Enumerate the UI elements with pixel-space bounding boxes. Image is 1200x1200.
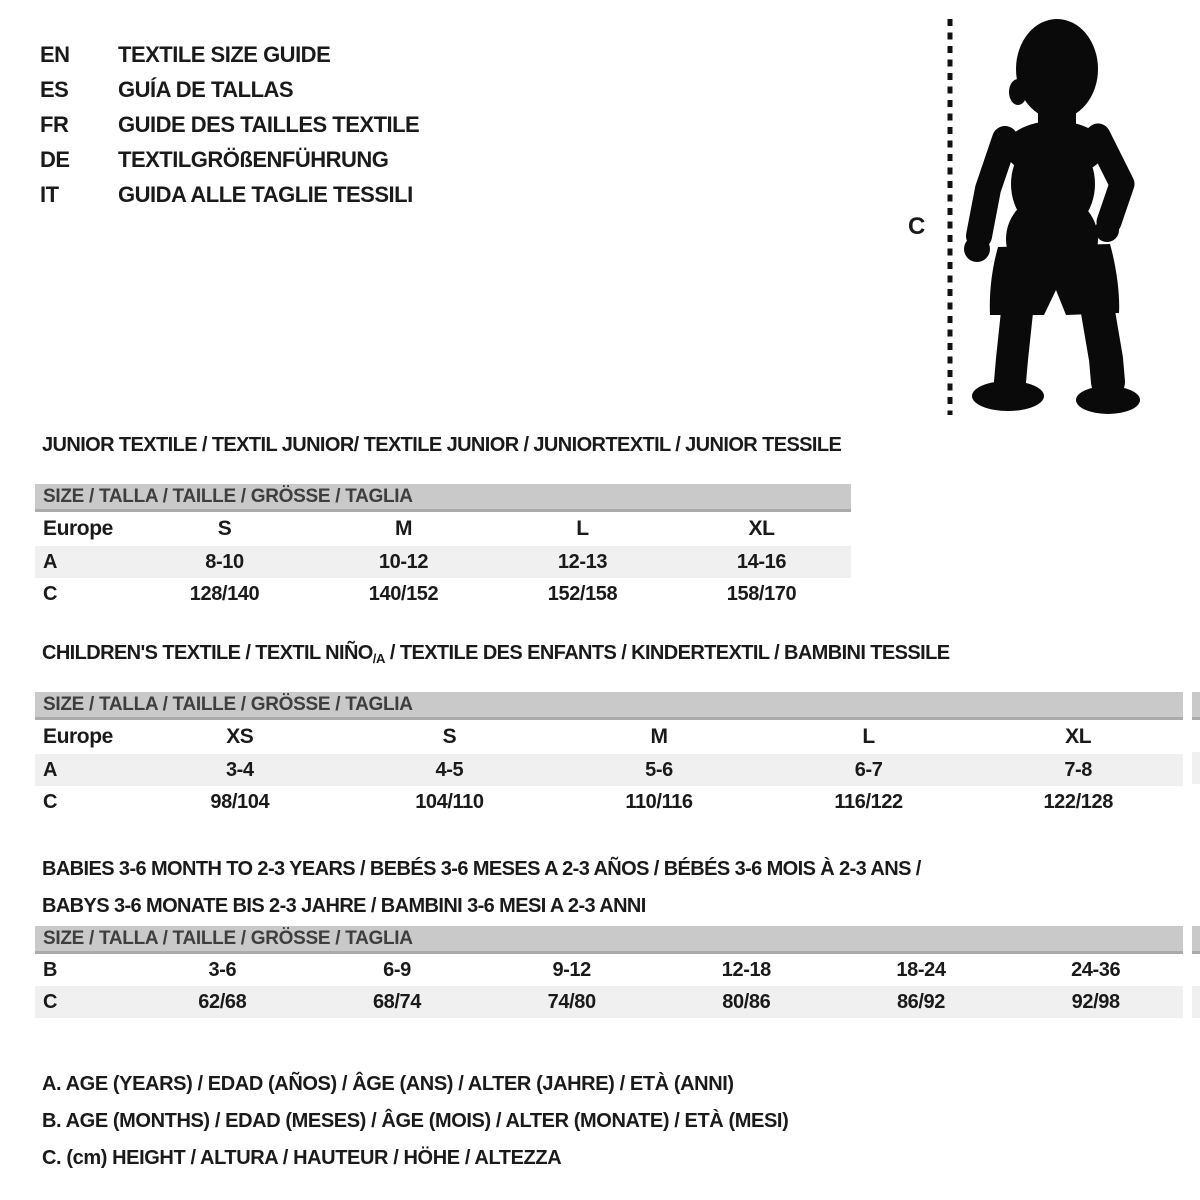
language-code: ES (40, 76, 69, 102)
babies-section-heading (42, 851, 921, 925)
value-cell: 12-13 (557, 550, 608, 573)
toddler-silhouette-image (960, 14, 1145, 419)
junior-section-heading: JUNIOR TEXTILE / TEXTIL JUNIOR/ TEXTILE JUNIOR / JUNIORTEXTIL / JUNIOR TESSILE (42, 434, 842, 456)
value-cell: 140/152 (368, 582, 439, 605)
value-cell: 122/128 (1043, 790, 1113, 813)
language-row (40, 177, 419, 212)
value-cell: 80/86 (722, 990, 771, 1013)
junior-size-table (35, 512, 851, 610)
children-section-heading (42, 642, 949, 666)
language-title: GUIDA ALLE TAGLIE TESSILI (118, 181, 413, 207)
value-cell: 10-12 (378, 550, 429, 573)
value-cell: 6-9 (383, 958, 411, 981)
table-row (35, 986, 1183, 1018)
value-cell: 68/74 (372, 990, 422, 1013)
value-cell: 18-24 (896, 958, 946, 981)
value-cell: 8-10 (205, 550, 244, 573)
column-header-cell: XS (226, 725, 254, 748)
cropped-edge-artifact (1192, 752, 1200, 784)
children-size-header-bar: SIZE / TALLA / TAILLE / GRÖSSE / TAGLIA (35, 692, 1183, 720)
junior-size-header-bar: SIZE / TALLA / TAILLE / GRÖSSE / TAGLIA (35, 484, 851, 512)
value-cell: 128/140 (189, 582, 260, 605)
table-row (35, 578, 851, 610)
value-cell: 158/170 (726, 582, 797, 605)
legend-line-a: A. AGE (YEARS) / EDAD (AÑOS) / ÂGE (ANS) / ALTER (JAHRE) / ETÀ (ANNI) (42, 1073, 734, 1095)
children-heading-text: CHILDREN'S TEXTILE / TEXTIL NIÑO (42, 642, 373, 664)
language-title: GUIDE DES TAILLES TEXTILE (118, 111, 420, 137)
value-cell: 9-12 (552, 958, 591, 981)
value-cell: 3-4 (225, 758, 254, 781)
babies-size-table (35, 954, 1183, 1018)
height-measure-line (944, 16, 956, 418)
row-label-cell: A (43, 550, 58, 573)
language-code: EN (40, 41, 70, 67)
value-cell: 152/158 (547, 582, 618, 605)
row-label-cell: A (43, 758, 58, 781)
value-cell: 3-6 (208, 958, 237, 981)
column-group-label: Europe (43, 517, 113, 540)
value-cell: 4-5 (435, 758, 464, 781)
language-row (40, 37, 419, 72)
value-cell: 7-8 (1064, 758, 1093, 781)
table-row (35, 754, 1183, 786)
language-title: TEXTILE SIZE GUIDE (118, 41, 331, 67)
babies-heading-line2: BABYS 3-6 MONATE BIS 2-3 JAHRE / BAMBINI 3-6 MESI A 2-3 ANNI (42, 895, 646, 917)
value-cell: 104/110 (415, 790, 484, 813)
language-code: DE (40, 146, 70, 172)
legend-line-c: C. (cm) HEIGHT / ALTURA / HAUTEUR / HÖHE / ALTEZZA (42, 1147, 562, 1169)
cropped-edge-artifact (1192, 692, 1200, 720)
cropped-edge-artifact (1192, 926, 1200, 954)
babies-size-header-bar: SIZE / TALLA / TAILLE / GRÖSSE / TAGLIA (35, 926, 1183, 954)
value-cell: 74/80 (547, 990, 596, 1013)
column-header-cell: M (650, 725, 668, 748)
language-row (40, 72, 419, 107)
value-cell: 116/122 (834, 790, 903, 813)
column-header-cell: L (576, 517, 589, 540)
column-header-cell: XL (1065, 725, 1092, 748)
column-group-label: Europe (43, 725, 113, 748)
language-title: TEXTILGRÖßENFÜHRUNG (118, 146, 389, 172)
babies-heading-line1: BABIES 3-6 MONTH TO 2-3 YEARS / BEBÉS 3-6 MESES A 2-3 AÑOS / BÉBÉS 3-6 MOIS À 2-3 ANS / (42, 858, 921, 880)
value-cell: 12-18 (721, 958, 771, 981)
value-cell: 92/98 (1071, 990, 1120, 1013)
table-row (35, 786, 1183, 818)
legend-line-b: B. AGE (MONTHS) / EDAD (MESES) / ÂGE (MOIS) / ALTER (MONATE) / ETÀ (MESI) (42, 1110, 789, 1132)
table-row (35, 546, 851, 578)
row-label-cell: C (43, 990, 58, 1013)
value-cell: 86/92 (896, 990, 946, 1013)
value-cell: 14-16 (736, 550, 787, 573)
column-header-cell: S (217, 517, 232, 540)
row-label-cell: C (43, 790, 58, 813)
value-cell: 110/116 (625, 790, 693, 813)
cropped-edge-artifact (1192, 986, 1200, 1018)
value-cell: 5-6 (645, 758, 673, 781)
language-row (40, 107, 419, 142)
measure-label-c: C (908, 213, 925, 240)
table-header-row (35, 720, 1183, 754)
value-cell: 6-7 (854, 758, 883, 781)
language-row (40, 142, 419, 177)
row-label-cell: C (43, 582, 58, 605)
table-header-row (35, 512, 851, 546)
column-header-cell: S (442, 725, 457, 748)
children-heading-text-rest: / TEXTILE DES ENFANTS / KINDERTEXTIL / BAMBINI TESSILE (384, 642, 950, 664)
language-code: FR (40, 111, 69, 137)
table-row (35, 954, 1183, 986)
column-header-cell: M (394, 517, 413, 540)
column-header-cell: XL (748, 517, 775, 540)
language-list (40, 37, 419, 212)
legend-block (42, 1066, 788, 1177)
children-heading-sub-text: /A (372, 651, 385, 666)
children-size-table (35, 720, 1183, 818)
value-cell: 24-36 (1071, 958, 1121, 981)
language-title: GUÍA DE TALLAS (118, 76, 294, 102)
language-code: IT (40, 181, 59, 207)
value-cell: 98/104 (210, 790, 270, 813)
value-cell: 62/68 (198, 990, 247, 1013)
column-header-cell: L (862, 725, 875, 748)
row-label-cell: B (43, 958, 58, 981)
